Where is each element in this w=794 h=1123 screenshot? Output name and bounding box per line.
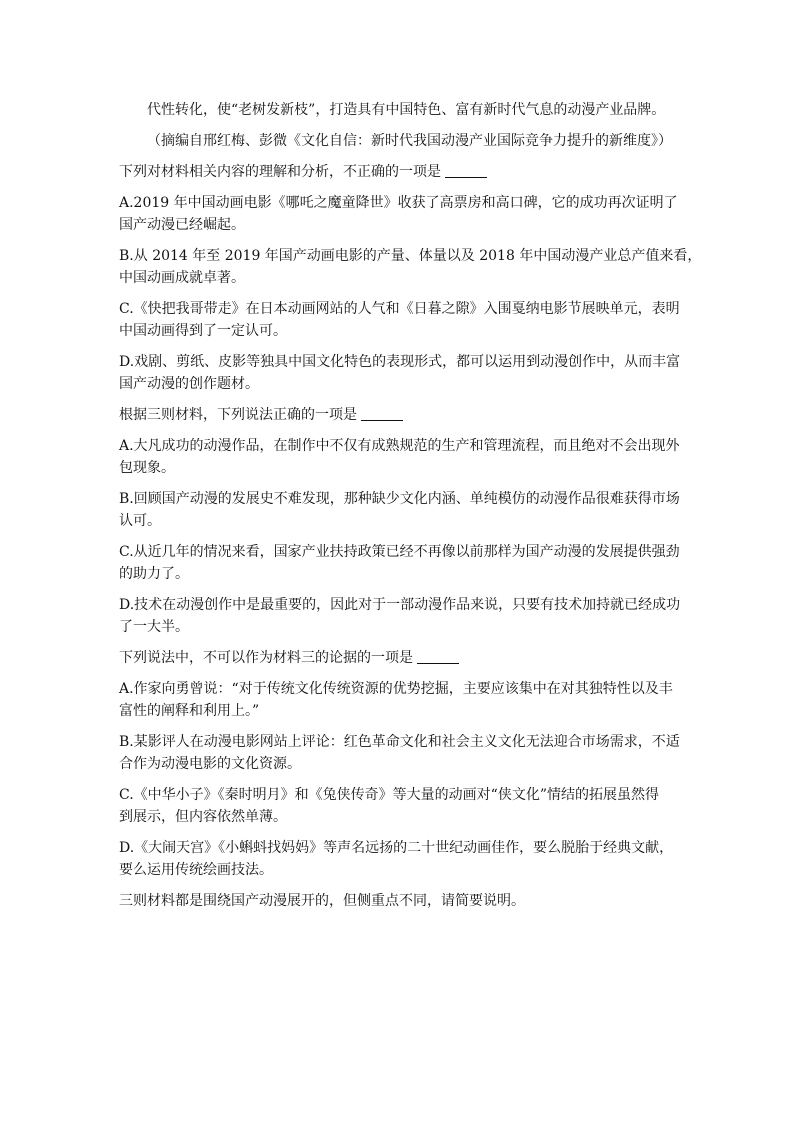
q3-option-a [119, 678, 679, 722]
q2-option-a [119, 435, 679, 479]
question-1-stem: 下列对材料相关内容的理解和分析，不正确的一项是 [119, 161, 679, 183]
q1-option-d [119, 351, 679, 395]
q2-option-c [119, 541, 679, 585]
option-line: A.大凡成功的动漫作品，在制作中不仅有成熟规范的生产和管理流程，而且绝对不会出现外 [119, 438, 680, 454]
question-2-stem: 根据三则材料，下列说法正确的一项是 [119, 404, 679, 426]
q2-option-b [119, 488, 679, 532]
option-line: C.《中华小子》《秦时明月》和《兔侠传奇》等大量的动画对“侠文化”情结的拓展虽然得 [119, 787, 659, 803]
option-line: 的助力了。 [119, 566, 189, 582]
q3-option-c [119, 784, 679, 828]
option-line: C.从近几年的情况来看，国家产业扶持政策已经不再像以前那样为国产动漫的发展提供强劲 [119, 544, 680, 560]
option-line: 到展示，但内容依然单薄。 [119, 809, 287, 825]
option-line: 富性的阐释和利用上。” [119, 703, 260, 719]
answer-blank [361, 406, 403, 421]
question-4-stem: 三则材料都是围绕国产动漫展开的，但侧重点不同，请简要说明。 [119, 893, 525, 909]
document-body [119, 99, 702, 912]
option-line: 国产动漫已经崛起。 [119, 217, 245, 233]
option-line: A.2019 年中国动画电影《哪吒之魔童降世》收获了高票房和高口碑，它的成功再次证明了 [119, 195, 678, 211]
intro-paragraph: 代性转化，使“老树发新枝”，打造具有中国特色、富有新时代气息的动漫产业品牌。 [147, 102, 666, 118]
question-3-stem: 下列说法中，不可以作为材料三的论据的一项是 [119, 647, 679, 669]
option-line: 国产动漫的创作题材。 [119, 376, 259, 392]
option-line: 认可。 [119, 513, 161, 529]
answer-blank [417, 649, 459, 664]
option-line: D.戏剧、剪纸、皮影等独具中国文化特色的表现形式，都可以运用到动漫创作中，从而丰富 [119, 354, 681, 370]
option-line: B.某影评人在动漫电影网站上评论：红色革命文化和社会主义文化无法迎合市场需求，不适 [119, 734, 680, 750]
source-citation: （摘编自邢红梅、彭微《文化自信：新时代我国动漫产业国际竞争力提升的新维度》） [147, 133, 672, 149]
q2-option-d [119, 594, 679, 638]
option-line: A.作家向勇曾说：“对于传统文化传统资源的优势挖掘，主要应该集中在对其独特性以及丰 [119, 681, 673, 697]
option-line: 中国动画得到了一定认可。 [119, 323, 287, 339]
q3-option-b [119, 731, 679, 775]
option-line: 合作为动漫电影的文化资源。 [119, 756, 301, 772]
answer-blank [445, 163, 487, 178]
option-line: B.回顾国产动漫的发展史不难发现，那种缺少文化内涵、单纯模仿的动漫作品很难获得市场 [119, 491, 680, 507]
q1-option-c [119, 298, 679, 342]
option-line: D.技术在动漫创作中是最重要的，因此对于一部动漫作品来说，只要有技术加持就已经成功 [119, 597, 681, 613]
option-line: 要么运用传统绘画技法。 [119, 862, 273, 878]
option-line: D.《大闹天宫》《小蝌蚪找妈妈》等声名远扬的二十世纪动画佳作，要么脱胎于经典文献， [119, 840, 674, 856]
q1-option-b [119, 245, 702, 289]
q1-option-a [119, 192, 679, 236]
option-line: 了一大半。 [119, 619, 189, 635]
option-line: 中国动画成就卓著。 [119, 270, 245, 286]
q3-option-d [119, 837, 679, 881]
option-line: 包现象。 [119, 460, 175, 476]
option-line: C.《快把我哥带走》在日本动画网站的人气和《日暮之隙》入围戛纳电影节展映单元，表明 [119, 301, 680, 317]
option-line: B.从 2014 年至 2019 年国产动画电影的产量、体量以及 2018 年中国动漫产业总产值来看， [119, 248, 702, 264]
